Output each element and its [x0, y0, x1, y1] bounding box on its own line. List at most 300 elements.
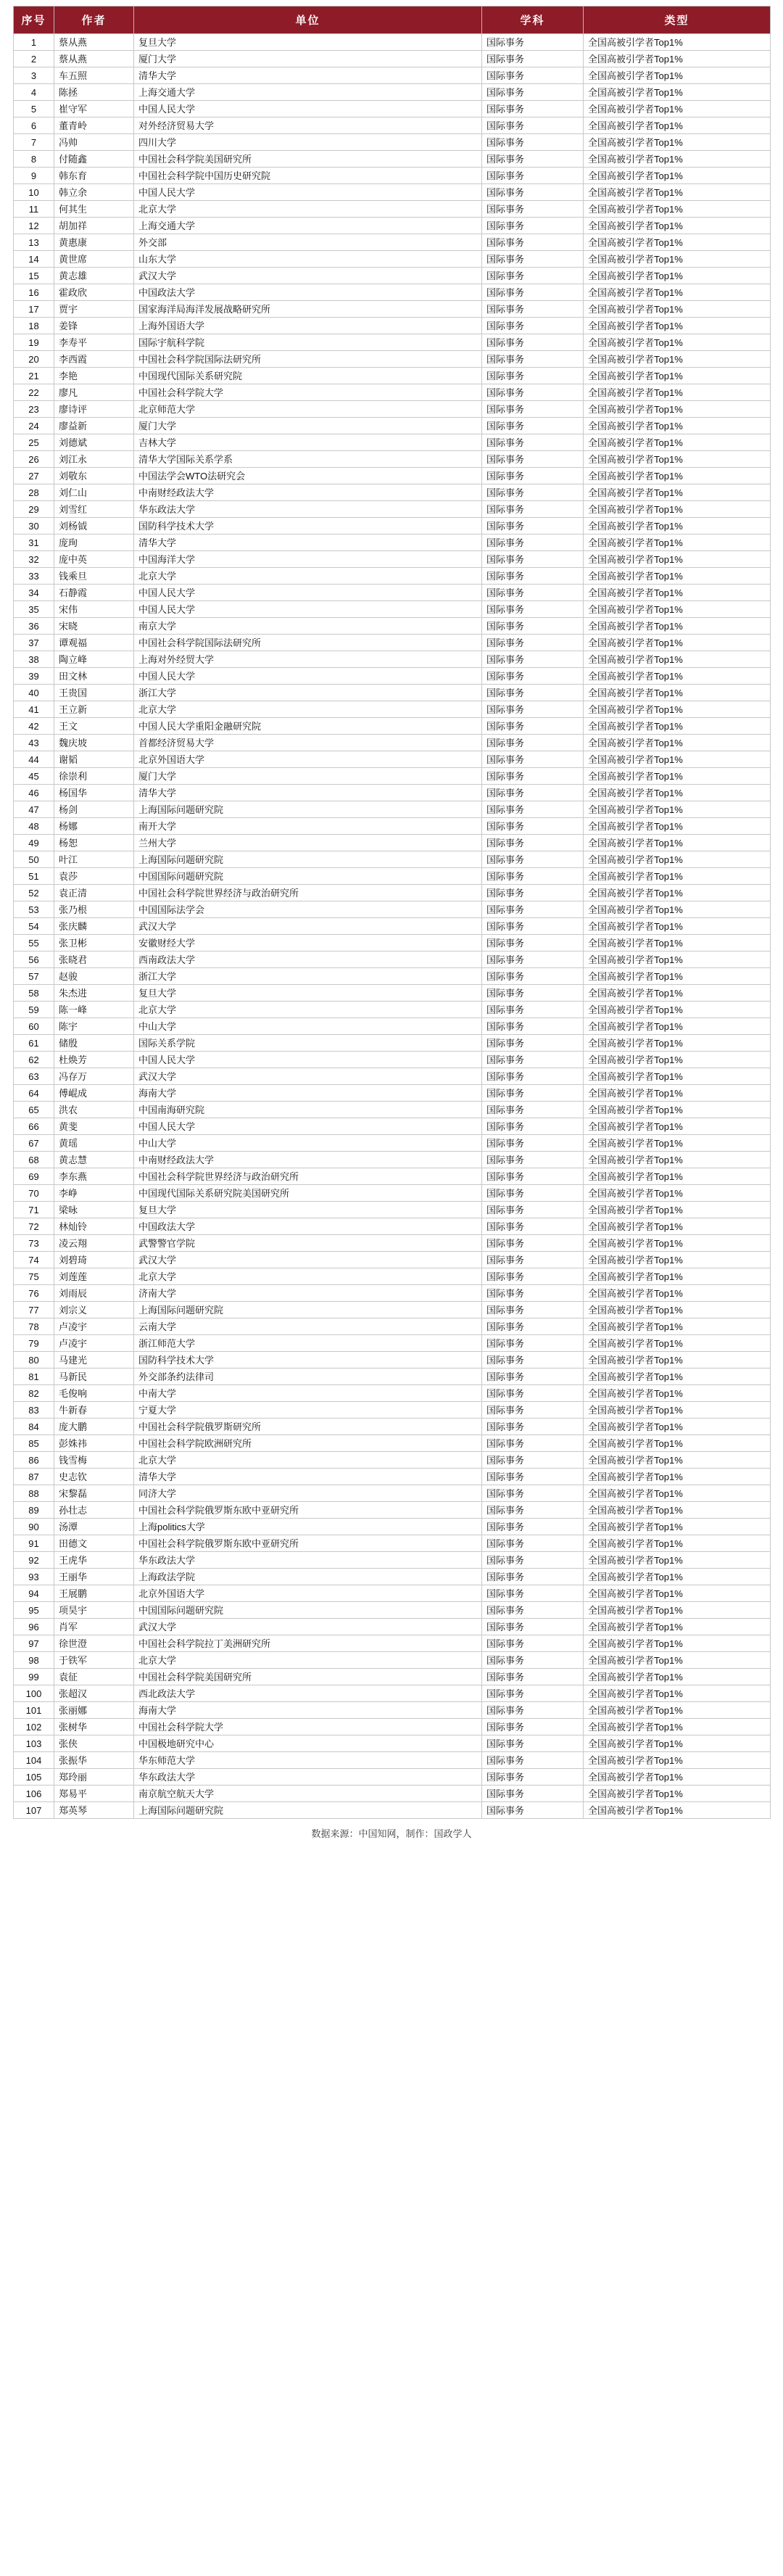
- column-header-seq: 序号: [14, 7, 54, 34]
- cell-subject: 国际事务: [482, 801, 584, 818]
- cell-type: 全国高被引学者Top1%: [584, 1752, 771, 1769]
- cell-author: 刘杨钺: [54, 518, 134, 534]
- cell-subject: 国际事务: [482, 1102, 584, 1118]
- cell-type: 全国高被引学者Top1%: [584, 168, 771, 184]
- cell-author: 刘雪红: [54, 501, 134, 518]
- cell-seq: 5: [14, 101, 54, 117]
- cell-type: 全国高被引学者Top1%: [584, 518, 771, 534]
- cell-seq: 37: [14, 635, 54, 651]
- table-row: [14, 785, 771, 801]
- cell-subject: 国际事务: [482, 1469, 584, 1485]
- cell-seq: 89: [14, 1502, 54, 1519]
- cell-organization: 浙江大学: [134, 968, 482, 985]
- cell-type: 全国高被引学者Top1%: [584, 1318, 771, 1335]
- cell-subject: 国际事务: [482, 1619, 584, 1635]
- cell-author: 李艳: [54, 368, 134, 384]
- table-row: [14, 835, 771, 851]
- cell-author: 杨国华: [54, 785, 134, 801]
- cell-type: 全国高被引学者Top1%: [584, 885, 771, 901]
- cell-author: 谭观福: [54, 635, 134, 651]
- cell-organization: 中南财经政法大学: [134, 1152, 482, 1168]
- cell-author: 袁正清: [54, 885, 134, 901]
- cell-organization: 上海外国语大学: [134, 318, 482, 334]
- cell-subject: 国际事务: [482, 1419, 584, 1435]
- cell-seq: 35: [14, 601, 54, 618]
- cell-author: 陶立峰: [54, 651, 134, 668]
- cell-type: 全国高被引学者Top1%: [584, 1435, 771, 1452]
- table-row: [14, 1602, 771, 1619]
- cell-seq: 83: [14, 1402, 54, 1419]
- cell-seq: 10: [14, 184, 54, 201]
- cell-seq: 104: [14, 1752, 54, 1769]
- cell-organization: 北京师范大学: [134, 401, 482, 418]
- cell-type: 全国高被引学者Top1%: [584, 218, 771, 234]
- cell-author: 刘雨辰: [54, 1285, 134, 1302]
- cell-organization: 宁夏大学: [134, 1402, 482, 1419]
- cell-type: 全国高被引学者Top1%: [584, 1035, 771, 1052]
- cell-subject: 国际事务: [482, 818, 584, 835]
- table-row: [14, 651, 771, 668]
- table-row: [14, 468, 771, 484]
- cell-organization: 厦门大学: [134, 418, 482, 434]
- cell-author: 刘碧琦: [54, 1252, 134, 1268]
- cell-type: 全国高被引学者Top1%: [584, 1368, 771, 1385]
- cell-seq: 24: [14, 418, 54, 434]
- cell-type: 全国高被引学者Top1%: [584, 1485, 771, 1502]
- table-row: [14, 1402, 771, 1419]
- cell-author: 黄志慧: [54, 1152, 134, 1168]
- cell-organization: 清华大学: [134, 534, 482, 551]
- cell-subject: 国际事务: [482, 1385, 584, 1402]
- cell-type: 全国高被引学者Top1%: [584, 384, 771, 401]
- cell-subject: 国际事务: [482, 1168, 584, 1185]
- cell-organization: 中国社会科学院俄罗斯东欧中亚研究所: [134, 1502, 482, 1519]
- cell-author: 王展鹏: [54, 1585, 134, 1602]
- cell-author: 廖凡: [54, 384, 134, 401]
- cell-subject: 国际事务: [482, 651, 584, 668]
- cell-seq: 19: [14, 334, 54, 351]
- cell-seq: 98: [14, 1652, 54, 1669]
- table-body: [14, 34, 771, 1819]
- cell-seq: 69: [14, 1168, 54, 1185]
- cell-organization: 上海国际问题研究院: [134, 801, 482, 818]
- cell-subject: 国际事务: [482, 1519, 584, 1535]
- cell-seq: 39: [14, 668, 54, 685]
- column-header-author: 作者: [54, 7, 134, 34]
- table-row: [14, 1152, 771, 1168]
- cell-seq: 52: [14, 885, 54, 901]
- cell-type: 全国高被引学者Top1%: [584, 568, 771, 585]
- table-row: [14, 885, 771, 901]
- cell-subject: 国际事务: [482, 1285, 584, 1302]
- cell-seq: 46: [14, 785, 54, 801]
- cell-seq: 61: [14, 1035, 54, 1052]
- cell-type: 全国高被引学者Top1%: [584, 918, 771, 935]
- cell-seq: 80: [14, 1352, 54, 1368]
- cell-author: 钱乘旦: [54, 568, 134, 585]
- cell-organization: 北京大学: [134, 568, 482, 585]
- table-row: [14, 751, 771, 768]
- cell-organization: 华东政法大学: [134, 501, 482, 518]
- cell-organization: 吉林大学: [134, 434, 482, 451]
- cell-organization: 中国社会科学院拉丁美洲研究所: [134, 1635, 482, 1652]
- cell-type: 全国高被引学者Top1%: [584, 184, 771, 201]
- table-row: [14, 134, 771, 151]
- cell-seq: 60: [14, 1018, 54, 1035]
- cell-author: 谢韬: [54, 751, 134, 768]
- table-row: [14, 901, 771, 918]
- table-row: [14, 635, 771, 651]
- cell-type: 全国高被引学者Top1%: [584, 1335, 771, 1352]
- cell-author: 张树华: [54, 1719, 134, 1735]
- cell-organization: 北京大学: [134, 701, 482, 718]
- cell-seq: 7: [14, 134, 54, 151]
- cell-author: 廖诗评: [54, 401, 134, 418]
- cell-subject: 国际事务: [482, 868, 584, 885]
- cell-organization: 上海国际问题研究院: [134, 1802, 482, 1819]
- cell-organization: 武汉大学: [134, 1068, 482, 1085]
- table-row: [14, 334, 771, 351]
- cell-type: 全国高被引学者Top1%: [584, 551, 771, 568]
- table-row: [14, 518, 771, 534]
- cell-type: 全国高被引学者Top1%: [584, 151, 771, 168]
- cell-organization: 国家海洋局海洋发展战略研究所: [134, 301, 482, 318]
- cell-type: 全国高被引学者Top1%: [584, 1719, 771, 1735]
- cell-type: 全国高被引学者Top1%: [584, 785, 771, 801]
- cell-seq: 22: [14, 384, 54, 401]
- cell-subject: 国际事务: [482, 1485, 584, 1502]
- cell-subject: 国际事务: [482, 1185, 584, 1202]
- cell-seq: 56: [14, 951, 54, 968]
- cell-type: 全国高被引学者Top1%: [584, 1018, 771, 1035]
- cell-organization: 国际宇航科学院: [134, 334, 482, 351]
- cell-seq: 106: [14, 1786, 54, 1802]
- cell-subject: 国际事务: [482, 735, 584, 751]
- cell-seq: 88: [14, 1485, 54, 1502]
- table-row: [14, 1202, 771, 1218]
- cell-type: 全国高被引学者Top1%: [584, 418, 771, 434]
- table-row: [14, 1735, 771, 1752]
- cell-subject: 国际事务: [482, 1735, 584, 1752]
- cell-organization: 上海交通大学: [134, 218, 482, 234]
- cell-subject: 国际事务: [482, 301, 584, 318]
- cell-subject: 国际事务: [482, 151, 584, 168]
- cell-organization: 中国国际问题研究院: [134, 868, 482, 885]
- cell-organization: 中国社会科学院俄罗斯研究所: [134, 1419, 482, 1435]
- cell-organization: 武汉大学: [134, 1252, 482, 1268]
- cell-author: 庞中英: [54, 551, 134, 568]
- cell-organization: 上海政法学院: [134, 1569, 482, 1585]
- cell-type: 全国高被引学者Top1%: [584, 801, 771, 818]
- cell-type: 全国高被引学者Top1%: [584, 67, 771, 84]
- table-row: [14, 1185, 771, 1202]
- table-header-row: [14, 7, 771, 34]
- cell-seq: 28: [14, 484, 54, 501]
- table-row: [14, 534, 771, 551]
- table-row: [14, 801, 771, 818]
- cell-subject: 国际事务: [482, 718, 584, 735]
- cell-seq: 97: [14, 1635, 54, 1652]
- table-row: [14, 218, 771, 234]
- table-row: [14, 101, 771, 117]
- cell-subject: 国际事务: [482, 1552, 584, 1569]
- cell-organization: 中国现代国际关系研究院美国研究所: [134, 1185, 482, 1202]
- cell-subject: 国际事务: [482, 701, 584, 718]
- cell-type: 全国高被引学者Top1%: [584, 768, 771, 785]
- cell-author: 马建光: [54, 1352, 134, 1368]
- cell-organization: 国防科学技术大学: [134, 1352, 482, 1368]
- cell-seq: 31: [14, 534, 54, 551]
- cell-author: 黄瑶: [54, 1135, 134, 1152]
- cell-type: 全国高被引学者Top1%: [584, 1385, 771, 1402]
- table-row: [14, 1469, 771, 1485]
- cell-organization: 中国社会科学院欧洲研究所: [134, 1435, 482, 1452]
- cell-type: 全国高被引学者Top1%: [584, 1052, 771, 1068]
- table-row: [14, 1552, 771, 1569]
- cell-type: 全国高被引学者Top1%: [584, 434, 771, 451]
- table-row: [14, 34, 771, 51]
- cell-type: 全国高被引学者Top1%: [584, 51, 771, 67]
- cell-seq: 99: [14, 1669, 54, 1685]
- cell-author: 王贵国: [54, 685, 134, 701]
- cell-organization: 同济大学: [134, 1485, 482, 1502]
- cell-subject: 国际事务: [482, 768, 584, 785]
- cell-seq: 36: [14, 618, 54, 635]
- table-row: [14, 568, 771, 585]
- cell-subject: 国际事务: [482, 918, 584, 935]
- cell-seq: 45: [14, 768, 54, 785]
- cell-seq: 2: [14, 51, 54, 67]
- cell-organization: 中南大学: [134, 1385, 482, 1402]
- cell-organization: 北京外国语大学: [134, 1585, 482, 1602]
- cell-organization: 清华大学: [134, 1469, 482, 1485]
- cell-author: 冯帅: [54, 134, 134, 151]
- cell-seq: 9: [14, 168, 54, 184]
- cell-seq: 50: [14, 851, 54, 868]
- cell-seq: 26: [14, 451, 54, 468]
- table-row: [14, 484, 771, 501]
- table-row: [14, 234, 771, 251]
- cell-seq: 6: [14, 117, 54, 134]
- cell-type: 全国高被引学者Top1%: [584, 1202, 771, 1218]
- cell-organization: 上海交通大学: [134, 84, 482, 101]
- cell-author: 魏庆坡: [54, 735, 134, 751]
- cell-type: 全国高被引学者Top1%: [584, 635, 771, 651]
- cell-author: 韩东育: [54, 168, 134, 184]
- cell-subject: 国际事务: [482, 451, 584, 468]
- cell-author: 廖益新: [54, 418, 134, 434]
- cell-author: 贾宇: [54, 301, 134, 318]
- cell-type: 全国高被引学者Top1%: [584, 1552, 771, 1569]
- cell-author: 梁咏: [54, 1202, 134, 1218]
- table-row: [14, 851, 771, 868]
- cell-type: 全国高被引学者Top1%: [584, 468, 771, 484]
- cell-type: 全国高被引学者Top1%: [584, 1569, 771, 1585]
- table-row: [14, 1102, 771, 1118]
- cell-subject: 国际事务: [482, 1218, 584, 1235]
- cell-type: 全国高被引学者Top1%: [584, 1235, 771, 1252]
- cell-subject: 国际事务: [482, 1802, 584, 1819]
- table-row: [14, 968, 771, 985]
- cell-type: 全国高被引学者Top1%: [584, 484, 771, 501]
- cell-subject: 国际事务: [482, 401, 584, 418]
- cell-organization: 上海国际问题研究院: [134, 851, 482, 868]
- cell-organization: 武警警官学院: [134, 1235, 482, 1252]
- cell-subject: 国际事务: [482, 1368, 584, 1385]
- table-row: [14, 451, 771, 468]
- cell-type: 全国高被引学者Top1%: [584, 1085, 771, 1102]
- cell-subject: 国际事务: [482, 851, 584, 868]
- table-row: [14, 685, 771, 701]
- table-row: [14, 735, 771, 751]
- cell-author: 张超汉: [54, 1685, 134, 1702]
- cell-subject: 国际事务: [482, 201, 584, 218]
- cell-organization: 南京航空航天大学: [134, 1786, 482, 1802]
- cell-subject: 国际事务: [482, 1202, 584, 1218]
- cell-type: 全国高被引学者Top1%: [584, 701, 771, 718]
- cell-seq: 65: [14, 1102, 54, 1118]
- cell-organization: 上海politics大学: [134, 1519, 482, 1535]
- cell-subject: 国际事务: [482, 351, 584, 368]
- cell-subject: 国际事务: [482, 1585, 584, 1602]
- cell-author: 张乃根: [54, 901, 134, 918]
- cell-organization: 兰州大学: [134, 835, 482, 851]
- cell-author: 郑易平: [54, 1786, 134, 1802]
- table-row: [14, 251, 771, 268]
- cell-type: 全国高被引学者Top1%: [584, 368, 771, 384]
- cell-author: 车五照: [54, 67, 134, 84]
- cell-type: 全国高被引学者Top1%: [584, 1585, 771, 1602]
- cell-seq: 40: [14, 685, 54, 701]
- cell-type: 全国高被引学者Top1%: [584, 134, 771, 151]
- cell-seq: 94: [14, 1585, 54, 1602]
- cell-type: 全国高被引学者Top1%: [584, 1118, 771, 1135]
- table-row: [14, 1235, 771, 1252]
- cell-subject: 国际事务: [482, 1719, 584, 1735]
- cell-subject: 国际事务: [482, 418, 584, 434]
- cell-subject: 国际事务: [482, 1118, 584, 1135]
- cell-author: 张振华: [54, 1752, 134, 1769]
- table-row: [14, 618, 771, 635]
- cell-author: 胡加祥: [54, 218, 134, 234]
- cell-author: 黄惠康: [54, 234, 134, 251]
- cell-organization: 中山大学: [134, 1018, 482, 1035]
- cell-organization: 中国政法大学: [134, 284, 482, 301]
- cell-seq: 12: [14, 218, 54, 234]
- table-row: [14, 1585, 771, 1602]
- cell-author: 王文: [54, 718, 134, 735]
- cell-seq: 64: [14, 1085, 54, 1102]
- cell-subject: 国际事务: [482, 1252, 584, 1268]
- cell-seq: 23: [14, 401, 54, 418]
- cell-organization: 中国社会科学院国际法研究所: [134, 635, 482, 651]
- cell-organization: 中国南海研究院: [134, 1102, 482, 1118]
- cell-author: 蔡从燕: [54, 34, 134, 51]
- cell-type: 全国高被引学者Top1%: [584, 268, 771, 284]
- cell-author: 肖军: [54, 1619, 134, 1635]
- cell-organization: 清华大学: [134, 67, 482, 84]
- cell-type: 全国高被引学者Top1%: [584, 334, 771, 351]
- cell-seq: 14: [14, 251, 54, 268]
- table-row: [14, 1335, 771, 1352]
- cell-author: 田德文: [54, 1535, 134, 1552]
- cell-seq: 101: [14, 1702, 54, 1719]
- table-row: [14, 1085, 771, 1102]
- cell-organization: 上海对外经贸大学: [134, 651, 482, 668]
- cell-subject: 国际事务: [482, 1035, 584, 1052]
- cell-author: 史志钦: [54, 1469, 134, 1485]
- cell-seq: 74: [14, 1252, 54, 1268]
- cell-seq: 18: [14, 318, 54, 334]
- table-row: [14, 1535, 771, 1552]
- cell-type: 全国高被引学者Top1%: [584, 34, 771, 51]
- cell-seq: 70: [14, 1185, 54, 1202]
- table-row: [14, 1619, 771, 1635]
- cell-type: 全国高被引学者Top1%: [584, 1802, 771, 1819]
- cell-organization: 北京大学: [134, 1452, 482, 1469]
- cell-type: 全国高被引学者Top1%: [584, 318, 771, 334]
- cell-author: 孙壮志: [54, 1502, 134, 1519]
- cell-seq: 107: [14, 1802, 54, 1819]
- cell-author: 韩立余: [54, 184, 134, 201]
- cell-type: 全国高被引学者Top1%: [584, 1218, 771, 1235]
- cell-organization: 山东大学: [134, 251, 482, 268]
- cell-subject: 国际事务: [482, 1602, 584, 1619]
- table-row: [14, 418, 771, 434]
- table-row: [14, 718, 771, 735]
- cell-author: 傅崐成: [54, 1085, 134, 1102]
- cell-organization: 中国社会科学院世界经济与政治研究所: [134, 885, 482, 901]
- cell-organization: 中国法学会WTO法研究会: [134, 468, 482, 484]
- cell-subject: 国际事务: [482, 668, 584, 685]
- cell-seq: 51: [14, 868, 54, 885]
- cell-author: 刘敬东: [54, 468, 134, 484]
- cell-type: 全国高被引学者Top1%: [584, 451, 771, 468]
- cell-subject: 国际事务: [482, 901, 584, 918]
- cell-author: 崔守军: [54, 101, 134, 117]
- cell-seq: 105: [14, 1769, 54, 1786]
- cell-seq: 68: [14, 1152, 54, 1168]
- cell-subject: 国际事务: [482, 184, 584, 201]
- cell-type: 全国高被引学者Top1%: [584, 1602, 771, 1619]
- cell-author: 李寿平: [54, 334, 134, 351]
- cell-seq: 49: [14, 835, 54, 851]
- cell-organization: 四川大学: [134, 134, 482, 151]
- table-row: [14, 1669, 771, 1685]
- cell-organization: 云南大学: [134, 1318, 482, 1335]
- table-row: [14, 201, 771, 218]
- cell-organization: 北京大学: [134, 1002, 482, 1018]
- cell-author: 钱雪梅: [54, 1452, 134, 1469]
- cell-author: 宋晓: [54, 618, 134, 635]
- cell-organization: 中国社会科学院大学: [134, 384, 482, 401]
- cell-type: 全国高被引学者Top1%: [584, 101, 771, 117]
- cell-author: 袁征: [54, 1669, 134, 1685]
- cell-subject: 国际事务: [482, 618, 584, 635]
- cell-seq: 87: [14, 1469, 54, 1485]
- table-row: [14, 1519, 771, 1535]
- cell-type: 全国高被引学者Top1%: [584, 351, 771, 368]
- cell-author: 石静霞: [54, 585, 134, 601]
- cell-organization: 北京大学: [134, 1652, 482, 1669]
- cell-type: 全国高被引学者Top1%: [584, 735, 771, 751]
- table-row: [14, 1318, 771, 1335]
- cell-subject: 国际事务: [482, 518, 584, 534]
- cell-organization: 华东师范大学: [134, 1752, 482, 1769]
- cell-seq: 4: [14, 84, 54, 101]
- cell-author: 杨娜: [54, 818, 134, 835]
- cell-author: 霍政欣: [54, 284, 134, 301]
